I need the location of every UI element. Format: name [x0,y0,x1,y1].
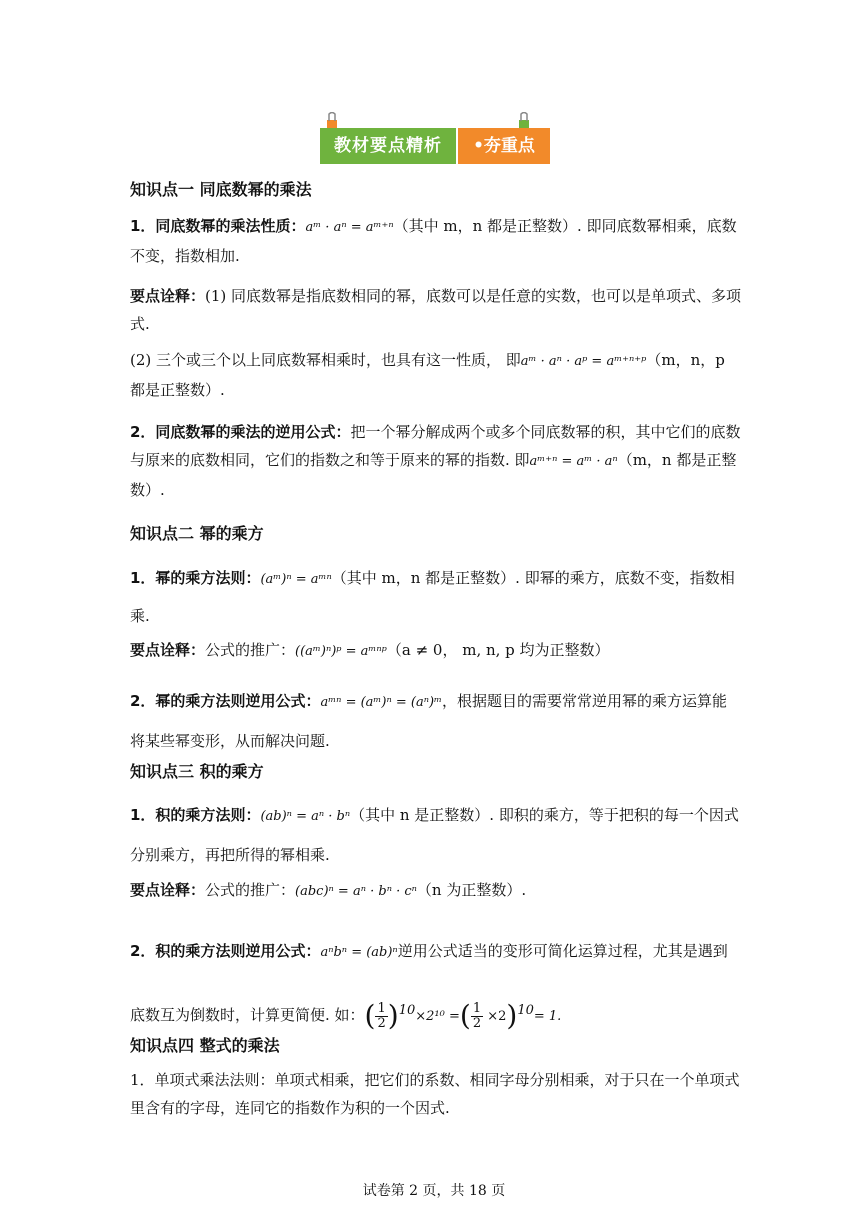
kp3-p1-text: （其中 n 是正整数）. 即积的乘方，等于把积的每一个因式分别乘方，再把所得的幂相乘. [130,806,739,864]
kp2-p1-text: （其中 m，n 都是正整数）. 即幂的乘方，底数不变，指数相乘. [130,569,735,625]
kp3-p2-label: 要点诠释： [130,881,206,899]
kp2-p2-label: 要点诠释： [130,641,206,659]
kp1-p1-label: 1．同底数幂的乘法性质： [130,217,306,235]
kp3-para2 [130,876,742,906]
page-footer: 试卷第 2 页，共 18 页 [362,1183,506,1199]
kp1-p3-text: (2) 三个或三个以上同底数幂相乘时，也具有这一性质， 即 [130,351,521,369]
kp1-p2-text: (1) 同底数幂是指底数相同的幂，底数可以是任意的实数，也可以是单项式、多项式. [130,287,742,333]
example-end: = 1. [533,1009,562,1024]
kp3-p3-text: 逆用公式适当的变形可简化运算过程，尤其是遇到底数互为倒数时，计算更简便. 如： [130,942,728,1024]
example-fraction-half: $\frac{1}{2}$ [377,1000,386,1031]
kp1-p4-label: 2．同底数幂的乘法的逆用公式： [130,423,351,441]
example-middle: ×2¹⁰ = [415,1009,460,1024]
banner-left-text: 教材要点精析 [320,128,456,164]
example-right-paren-2: ) [506,999,518,1032]
kp3-p1-label: 1．积的乘方法则： [130,806,261,824]
kp1-p2-label: 要点诠释： [130,287,206,305]
kp2-p1-label: 1．幂的乘方法则： [130,569,261,587]
kp1-p4-formula: aᵐ⁺ⁿ = aᵐ · aⁿ [529,454,618,469]
kp3-para1 [130,796,742,874]
kp1-p3-formula: aᵐ · aⁿ · aᵖ = aᵐ⁺ⁿ⁺ᵖ [520,354,647,369]
kp4-para1: 1．单项式乘法法则：单项式相乘，把它们的系数、相同字母分别相乘，对于只在一个单项式里含有的字母，连同它的指数作为积的一个因式. [130,1071,740,1117]
kp1-heading: 知识点一 同底数幂的乘法 [130,180,312,199]
example-left-paren-2: ( [459,999,471,1032]
section-banner [320,122,550,166]
kp2-heading: 知识点二 幂的乘方 [130,524,264,543]
kp1-p1-text: （其中 m，n 都是正整数）. 即同底数幂相乘，底数不变，指数相加. [130,217,737,265]
kp3-heading: 知识点三 积的乘方 [130,762,264,781]
kp2-p2-tail: （a ≠ 0， m, n, p 均为正整数） [386,641,610,659]
kp1-para4 [130,418,742,504]
kp3-p2-text: 公式的推广： [205,881,296,899]
kp1-p4-tail: （m，n 都是正整数）. [130,451,737,499]
kp2-p3-label: 2．幂的乘方法则逆用公式： [130,692,321,710]
kp2-para1 [130,560,742,634]
kp1-p1-formula: aᵐ · aⁿ = aᵐ⁺ⁿ [305,220,394,235]
kp2-p1-formula: (aᵐ)ⁿ = aᵐⁿ [260,572,332,587]
kp3-p2-tail: （n 为正整数）. [416,881,527,899]
kp1-p3-tail: （m，n，p 都是正整数）. [130,351,725,399]
example-right-paren: ) [387,999,399,1032]
kp3-para3: 2．积的乘方法则逆用公式：aⁿbⁿ = (ab)ⁿ逆用公式适当的变形可简化运算过程，尤其是遇到底数互为倒数时，计算更简便. 如：( $\frac{1}{2}$ )$^{10}$×2¹⁰ =( $\frac{1}{2}$ ×2)$^{10}$= 1. [130,942,728,1032]
kp3-p3-label: 2．积的乘方法则逆用公式： [130,942,321,960]
kp3-p3-formula: aⁿbⁿ = (ab)ⁿ [320,945,398,960]
kp1-para1 [130,212,742,270]
kp2-para3 [130,682,742,760]
banner-right-text: •夯重点 [458,128,550,164]
kp2-p3-text: ，根据题目的需要常常逆用幂的乘方运算能将某些幂变形，从而解决问题. [130,692,728,750]
kp2-p3-formula: aᵐⁿ = (aᵐ)ⁿ = (aⁿ)ᵐ [320,695,443,710]
kp4-heading: 知识点四 整式的乘法 [130,1036,280,1055]
example-fraction-half-2: $\frac{1}{2}$ [472,1000,482,1031]
kp3-p1-formula: (ab)ⁿ = aⁿ · bⁿ [260,809,351,824]
kp2-para2 [130,636,742,666]
kp2-p2-formula: ((aᵐ)ⁿ)ᵖ = aᵐⁿᵖ [295,644,387,659]
kp1-p4-text: 把一个幂分解成两个或多个同底数幂的积，其中它们的底数与原来的底数相同，它们的指数之和等于原来的幂的指数. 即 [130,423,741,469]
kp1-para3 [130,346,742,404]
kp1-para2 [130,282,742,338]
example-left-paren: ( [364,999,376,1032]
kp2-p2-text: 公式的推广： [205,641,296,659]
kp3-p2-formula: (abc)ⁿ = aⁿ · bⁿ · cⁿ [295,884,417,899]
